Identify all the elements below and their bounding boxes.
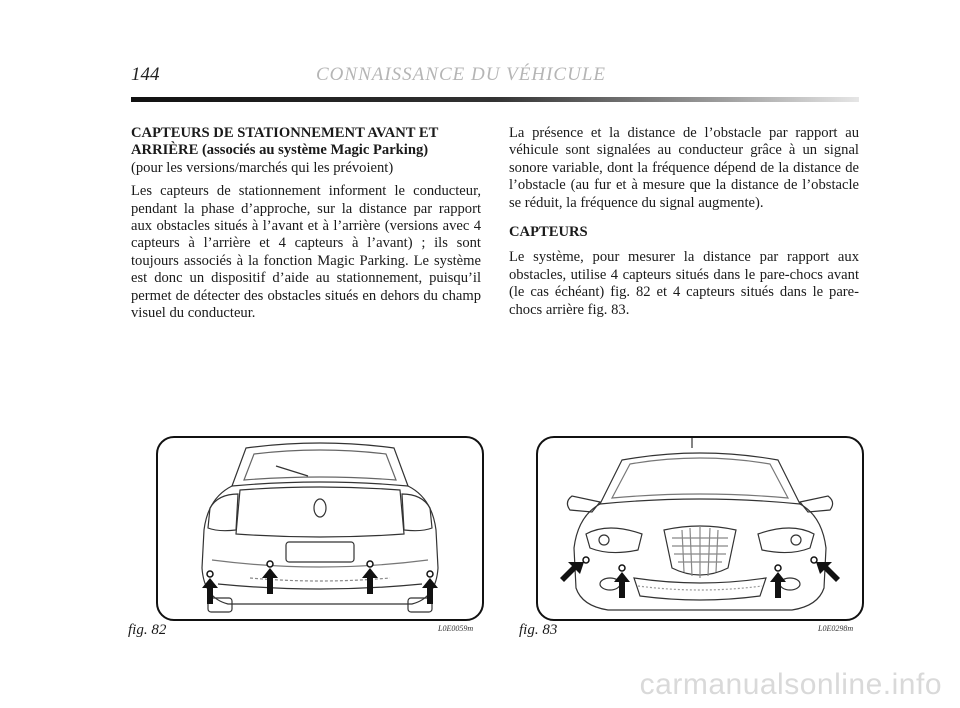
sensor-arrow-1 [560, 562, 584, 582]
sensor-arrow-3 [362, 568, 378, 594]
sensor-arrow-3 [770, 572, 786, 598]
sensor-arrow-4 [816, 562, 840, 582]
figure-83-caption: fig. 83 [519, 622, 558, 638]
left-column [131, 125, 481, 334]
signal-paragraph: La présence et la distance de l’obstacle par rapport au véhicule sont signalées au conducteur grâce à un signal sonore variable, dont la fréquence dépend de la distance de l’obstacle (au fur et à mesure que la distance de l’obstacle se réduit, la fréquence du signal augmente). [509, 125, 859, 211]
section-heading-line1: CAPTEURS DE STATIONNEMENT AVANT ET [131, 125, 439, 141]
sensor-arrow-2 [614, 572, 630, 598]
figure-rear-car [156, 436, 484, 621]
figure-front-car [536, 436, 864, 621]
right-column [509, 125, 859, 331]
intro-paragraph: Les capteurs de stationnement informent le conducteur, pendant la phase d’approche, sur la distance par rapport aux obstacles situés à l’avant et à l’arrière (versions avec 4 capteurs à l’arrière et 4 capteurs à l’avant) ; ils sont toujours associés à la fonction Magic Parking. Le système est donc un dispositif d’aide au stationnement, puisqu’il permet de détecter des obstacles situés en dehors du champ visuel du conducteur. [131, 183, 481, 322]
sensor-arrow-2 [262, 568, 278, 594]
section-subheading: (pour les versions/marchés qui les prévoient) [131, 159, 394, 176]
sensors-paragraph: Le système, pour mesurer la distance par rapport aux obstacles, utilise 4 capteurs situés dans le pare-chocs avant (le cas échéant) fig. 82 et 4 capteurs situés dans le pare-chocs arrière fig. 83. [509, 249, 859, 318]
figure-82-code: L0E0059m [438, 624, 474, 633]
page-number: 144 [131, 64, 160, 85]
figure-82-caption: fig. 82 [128, 622, 167, 638]
section-heading-line2: ARRIÈRE (associés au système Magic Parking) [131, 142, 429, 159]
figure-83-code: L0E0298m [818, 624, 854, 633]
rear-car-illustration [158, 438, 482, 619]
front-car-illustration [538, 438, 862, 619]
header-rule [131, 97, 859, 102]
sensors-title: CAPTEURS [509, 224, 588, 241]
watermark: carmanualsonline.info [639, 668, 942, 701]
running-head: CONNAISSANCE DU VÉHICULE [316, 64, 606, 85]
